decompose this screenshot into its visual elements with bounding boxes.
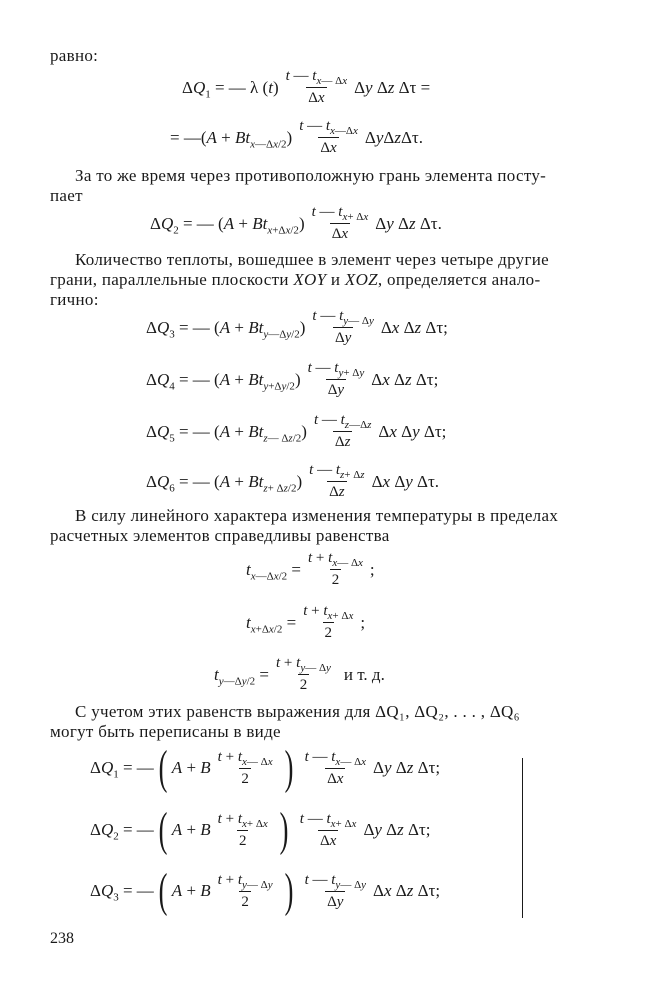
equation-dq1-lambda: $\Delta Q_1$ = — λ (t) $\frac{t — t_{x— \Delta x}}{\Delta x}$ Δy Δz Δτ = <box>182 68 431 106</box>
page-number: 238 <box>50 930 74 947</box>
text-ravno: равно: <box>50 46 99 65</box>
text-paragraph-3c: гично: <box>50 290 99 309</box>
equation-dq2: $\Delta Q_2$ = — $(A + Bt_{x+\Delta x/2})$ $\frac{t — t_{x+ \Delta x}}{\Delta x}$ Δy Δz Δτ. <box>150 204 442 242</box>
equation-dq3-rewritten: $\Delta Q_3$ = — ( A + B $\frac{t + t_{y— \Delta y}}{2}$ ) $\frac{t — t_{y— \Delta y}}{\Delta y}$ Δx Δz Δτ; <box>90 864 441 917</box>
text-paragraph-3b: грани, параллельные плоскости XOY и XOZ, определяется анало- <box>50 270 541 289</box>
text-paragraph-2b: пает <box>50 186 83 205</box>
text-dq-list: ΔQ₁, ΔQ₂, . . . , ΔQ₆ <box>375 702 520 721</box>
text-paragraph-2a: За то же время через противоположную грань элемента посту- <box>75 166 547 185</box>
equation-dq5: $\Delta Q_5$ = — $(A + Bt_{z— \Delta z/2})$ $\frac{t — t_{z—\Delta z}}{\Delta z}$ Δx Δy Δτ; <box>146 412 447 450</box>
equation-dq4: $\Delta Q_4$ = — $(A + Bt_{y+\Delta y/2})$ $\frac{t — t_{y+ \Delta y}}{\Delta y}$ Δx Δz Δτ; <box>146 360 439 398</box>
equation-dq6: $\Delta Q_6$ = — $(A + Bt_{z+ \Delta z/2})$ $\frac{t — t_{z+ \Delta z}}{\Delta z}$ Δx Δy Δτ. <box>146 462 440 500</box>
text-paragraph-4a: В силу линейного характера изменения температуры в пределах <box>75 506 559 525</box>
text-paragraph-3a: Количество теплоты, вошедшее в элемент через четыре другие <box>75 250 549 269</box>
equation-tx-plus: $t_{x+\Delta x/2}$ = $\frac{t + t_{x+ \Delta x}}{2}$ ; <box>246 603 366 641</box>
equation-ty-minus: $t_{y—\Delta y/2}$ = $\frac{t + t_{y— \Delta y}}{2}$ и т. д. <box>214 655 385 693</box>
equation-dq1-rewritten: $\Delta Q_1$ = — ( A + B $\frac{t + t_{x— \Delta x}}{2}$ ) $\frac{t — t_{x— \Delta x}}{\Delta x}$ Δy Δz Δτ; <box>90 741 441 794</box>
text-paragraph-5b: могут быть переписаны в виде <box>50 722 281 741</box>
equation-dq2-rewritten: $\Delta Q_2$ = — ( A + B $\frac{t + t_{x+ \Delta x}}{2}$ ) $\frac{t — t_{x+ \Delta x}}{\Delta x}$ Δy Δz Δτ; <box>90 803 431 856</box>
text-paragraph-4b: расчетных элементов справедливы равенства <box>50 526 390 545</box>
system-brace <box>522 758 527 918</box>
text-paragraph-5a: С учетом этих равенств выражения для ΔQ₁, ΔQ₂, . . . , ΔQ₆ <box>75 702 520 721</box>
text-etc: и т. д. <box>343 664 385 684</box>
equation-dq1-expanded: = —(A + $Bt_{x—\Delta x/2}$) $\frac{t — t_{x—\Delta x}}{\Delta x}$ ΔyΔzΔτ. <box>170 118 423 156</box>
equation-tx-minus: $t_{x—\Delta x/2}$ = $\frac{t + t_{x— \Delta x}}{2}$ ; <box>246 550 375 588</box>
equation-dq3: $\Delta Q_3$ = — $(A + Bt_{y—\Delta y/2})$ $\frac{t — t_{y— \Delta y}}{\Delta y}$ Δx Δz Δτ; <box>146 308 448 346</box>
